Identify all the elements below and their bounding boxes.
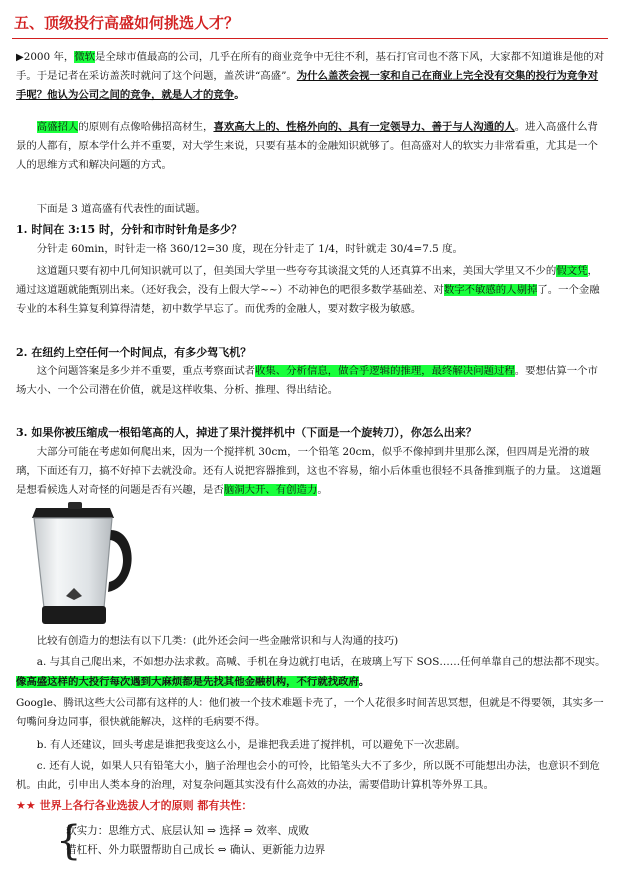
intro-paragraph-1 [16,48,606,106]
highlight-microsoft: 微软 [74,51,96,63]
question-2-title: 2. 在纽约上空任何一个时间点，有多少驾飞机？ [16,346,252,359]
highlight-analysis-process: 收集、分析信息，做合乎逻辑的推理，最终解决问题过程 [255,365,515,377]
left-brace-icon: { [56,818,82,864]
question-3-paragraph [16,443,606,501]
triangle-bullet-icon: ▶ [16,52,24,63]
ideas-lead: 比较有创造力的想法有以下几类：(此外还会问一些金融常识和与人沟通的技巧) [36,635,399,647]
question-1-answer: 分针走 60min，时针走一格 360/12=30 度，现在分针走了 1/4，时针就走 30/4=7.5 度。 [36,243,463,255]
idea-a: a. 与其自己爬出来，不如想办法求救。高喊、手机在身边就打电话，在玻璃上写下 SOS……任何单靠自己的想法都不现实。 [36,656,606,668]
question-3-title: 3. 如果你被压缩成一根铅笔高的人，掉进了果汁搅拌机中（下面是一个旋转刀），你怎么出来？ [16,426,477,439]
intro-text: 2000 年， [23,51,75,63]
highlight-goldman-hiring: 高盛招人 [36,121,79,133]
q3-text: 大部分可能在考虑如何爬出来，因为一个搅拌机 30cm，一个铅笔 20cm，似乎不像掉到井里那么深，但四周是光滑的玻璃，下面还有刀，搞不好掉下去就没命。还有人说把容器推到，这也不容易，缩小后体重也很轻不具备推到瓶子的力量。 这道题是想看候选人对奇怪的问题是否有兴趣，是否 [16,446,602,497]
lead-sentence: 下面是 3 道高盛有代表性的面试题。 [36,203,206,215]
section-title: 五、顶级投行高盛如何挑选人才？ [14,14,240,32]
ideas-text: 。 [358,676,370,688]
principle-2: 借杠杆、外力联盟帮助自己成长 ⇔ 确认、更新能力边界 [66,844,326,856]
blender-lid [32,508,114,518]
q1-text: ，通过这道题就能甄别出来。（还好我会，没有上假大学~~）不动神色的吧很多数学基础差、对 [16,265,598,297]
principles-heading [16,797,252,813]
star-icon: ★★ [16,799,36,812]
q2-text: 。要想估算一个市场大小、一个公司潜在价值，就是这样收集、分析、推理、得出结论。 [16,365,598,397]
highlight-number-insensitive: 数字不敏感的人剔掉 [443,284,538,297]
goldman-highlight-line [16,673,606,692]
highlight-ask-institutions: 像高盛这样的大投行每次遇到大麻烦都是先找其他金融机构，不行就找政府 [16,676,359,688]
blender-illustration [14,500,144,628]
blender-handle [108,530,132,592]
highlight-fake-diploma: 假文凭 [556,265,588,277]
blender-base [42,606,106,624]
question-2-paragraph [16,362,606,400]
idea-b: b. 有人还建议，回头考虑是谁把我变这么小，是谁把我丢进了搅拌机，可以避免下一次悲剧。 [36,739,466,751]
q1-text: 了。一个金融专业的本科生算复利算得清楚，初中数学早忘了。而优秀的金融人，要对数字极为敏感。 [16,284,600,316]
principles-title: 世界上各行各业选拔人才的原则 都有共性： [39,799,253,812]
intro-paragraph-2 [16,118,606,176]
highlight-creativity: 脑洞大开、有创造力 [223,484,318,497]
idea-c: c. 还有人说，如果人只有铅笔大小，脑子治理也会小的可怜，比铅笔头大不了多少，所以既不可能想出办法，也意识不到危机。由此，引申出人类本身的治理，对复杂问题其实没有什么高效的办法，需要借助计算机等外界工具。 [16,760,600,792]
q3-text: 。 [317,484,328,497]
title-divider [12,38,608,39]
question-1-title: 1. 时间在 3:15 时，分针和市时针角是多少？ [16,223,242,236]
principles-list [66,822,325,860]
underlined-question: 为什么盖茨会视一家和自己在商业上完全没有交集的投行为竞争对手呢？他认为公司之间的竞争，就是人才的竞争 [16,70,599,102]
intro-text: 。进入高盛什么背景的人都有，原本学什么并不重要，对大学生来说，只要有基本的金融知识就够了。但高盛对人的软实力非常看重，尤其是一个人的思维方式和解决问题的方式。 [16,121,598,172]
intro-text: 的原则有点像哈佛招高材生， [78,121,214,133]
principle-1: 软实力：思维方式、底层认知 ⇒ 选择 ⇒ 效率、成败 [66,825,310,837]
question-1-paragraph [16,262,606,320]
q2-text: 这个问题答案是多少并不重要，重点考察面试者 [36,365,255,377]
q1-text: 这道题只要有初中几何知识就可以了，但美国大学里一些夸夸其谈混文凭的人还真算不出来，美国大学里又不少的 [36,265,557,277]
blender-lid-cap [68,502,82,509]
intro-text: 。 [234,89,245,102]
google-paragraph: Google、腾讯这些大公司都有这样的人：他们被一个技术难题卡壳了，一个人花很多时间苦思冥想，但就是不得要领，其实多一句嘴问身边同事，很快就能解决，这样的毛病要不得。 [16,697,604,729]
underlined-traits: 喜欢高大上的、性格外向的、具有一定领导力、善于与人沟通的人 [213,121,515,133]
intro-text: 是全球市值最高的公司，几乎在所有的商业竞争中无往不利，基石打官司也不落下风，大家都不知道谁是他的对手。于是记者在采访盖茨时就问了这个问题，盖茨讲“高盛”。 [16,51,605,83]
